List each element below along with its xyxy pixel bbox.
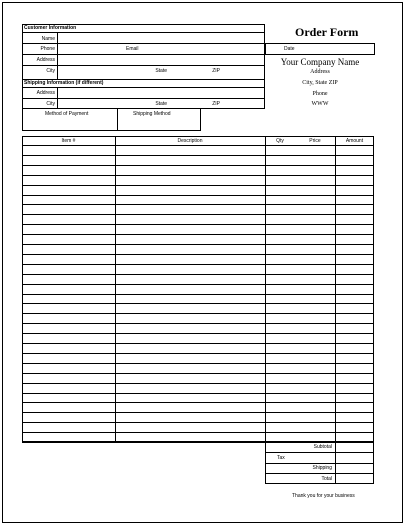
ship-state-label: State <box>155 101 167 107</box>
table-row[interactable] <box>22 432 373 433</box>
email-field[interactable] <box>141 45 263 52</box>
address-label: Address <box>36 57 55 63</box>
name-field[interactable] <box>58 35 263 42</box>
total-field[interactable] <box>337 475 372 482</box>
col-price: Price <box>309 138 321 144</box>
items-table <box>22 136 374 442</box>
table-row[interactable] <box>22 343 373 344</box>
table-row[interactable] <box>22 234 373 235</box>
table-row[interactable] <box>22 294 373 295</box>
city-field[interactable] <box>58 67 148 74</box>
ship-zip-field[interactable] <box>222 100 263 107</box>
table-row[interactable] <box>22 402 373 403</box>
table-row[interactable] <box>22 303 373 304</box>
footer-note: Thank you for your business <box>292 493 355 499</box>
email-label: Email <box>126 46 139 52</box>
table-row[interactable] <box>22 393 373 394</box>
col-item-number: Item # <box>61 138 76 144</box>
table-row[interactable] <box>22 254 373 255</box>
col-amount: Amount <box>345 138 364 144</box>
zip-label: ZIP <box>212 68 220 74</box>
zip-field[interactable] <box>222 67 263 74</box>
tax-label: Tax <box>277 455 285 461</box>
payment-method-label: Method of Payment <box>45 111 89 117</box>
shipping-label: Shipping <box>312 465 332 471</box>
table-row[interactable] <box>22 224 373 225</box>
table-row[interactable] <box>22 353 373 354</box>
subtotal-field[interactable] <box>337 444 372 451</box>
company-phone: Phone <box>312 91 328 97</box>
ship-address-label: Address <box>36 90 55 96</box>
shipping-field[interactable] <box>337 465 372 472</box>
ship-city-field[interactable] <box>58 100 148 107</box>
table-row[interactable] <box>22 383 373 384</box>
table-row[interactable] <box>22 155 373 156</box>
date-field[interactable] <box>300 45 372 52</box>
ship-state-field[interactable] <box>170 100 202 107</box>
table-row[interactable] <box>22 195 373 196</box>
company-city-state-zip: City, State ZIP <box>302 80 338 86</box>
state-label: State <box>155 68 167 74</box>
ship-zip-label: ZIP <box>212 101 220 107</box>
city-label: City <box>46 68 55 74</box>
total-label: Total <box>321 476 332 482</box>
payment-method-field[interactable] <box>26 120 114 127</box>
address-field[interactable] <box>58 56 263 63</box>
shipping-method-field[interactable] <box>121 120 197 127</box>
shipping-method-label: Shipping Method <box>133 111 171 117</box>
customer-info-heading: Customer Information <box>24 25 77 31</box>
shipping-info-heading: Shipping Information (if different) <box>24 80 104 86</box>
company-name: Your Company Name <box>280 57 360 67</box>
table-row[interactable] <box>22 185 373 186</box>
table-row[interactable] <box>22 333 373 334</box>
tax-field[interactable] <box>337 454 372 461</box>
phone-label: Phone <box>40 46 55 52</box>
table-row[interactable] <box>22 412 373 413</box>
table-row[interactable] <box>22 165 373 166</box>
table-row[interactable] <box>22 214 373 215</box>
table-row[interactable] <box>22 284 373 285</box>
date-label: Date <box>284 46 295 52</box>
name-label: Name <box>41 36 55 42</box>
ship-city-label: City <box>46 101 55 107</box>
table-row[interactable] <box>22 264 373 265</box>
col-qty: Qty <box>276 138 284 144</box>
table-row[interactable] <box>22 323 373 324</box>
table-row[interactable] <box>22 204 373 205</box>
col-description: Description <box>177 138 203 144</box>
company-address: Address <box>310 69 330 75</box>
table-row[interactable] <box>22 244 373 245</box>
table-row[interactable] <box>22 373 373 374</box>
company-web: WWW <box>311 101 329 107</box>
table-row[interactable] <box>22 313 373 314</box>
phone-field[interactable] <box>58 45 116 52</box>
table-header-divider <box>22 145 373 146</box>
table-row[interactable] <box>22 422 373 423</box>
table-row[interactable] <box>22 363 373 364</box>
state-field[interactable] <box>170 67 202 74</box>
ship-address-field[interactable] <box>58 89 263 96</box>
table-row[interactable] <box>22 175 373 176</box>
form-title: Order Form <box>295 25 359 39</box>
table-row[interactable] <box>22 274 373 275</box>
subtotal-label: Subtotal <box>313 444 332 450</box>
